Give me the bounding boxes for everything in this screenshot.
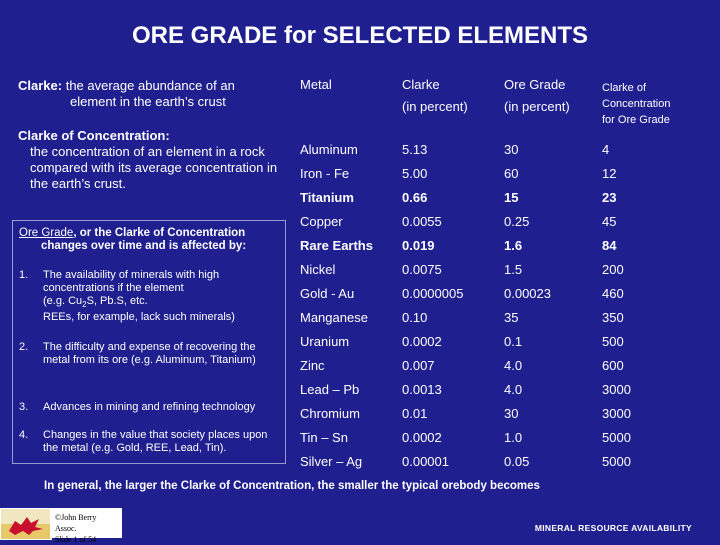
table-row — [290, 406, 716, 430]
cell-metal: Titanium — [300, 190, 354, 205]
table-row — [290, 214, 716, 238]
welsh-dragon-icon — [0, 508, 52, 540]
table-row — [290, 286, 716, 310]
cell-coc: 12 — [602, 166, 617, 181]
header-grade-line2: (in percent) — [504, 99, 570, 114]
cell-clarke: 0.0002 — [402, 430, 442, 445]
header-clarke-line1: Clarke — [402, 77, 440, 92]
clarke-body-line1: the average abundance of an — [65, 78, 235, 93]
cell-coc: 200 — [602, 262, 624, 277]
factor-formula-sub: 2 — [82, 300, 87, 310]
factors-box — [12, 220, 286, 464]
cell-coc: 600 — [602, 358, 624, 373]
cell-coc: 45 — [602, 214, 617, 229]
cell-clarke: 5.00 — [402, 166, 428, 181]
coc-definition — [18, 128, 290, 192]
factor-num: 2. — [19, 341, 29, 353]
factor-text — [43, 269, 281, 324]
slide-title: ORE GRADE for SELECTED ELEMENTS — [131, 22, 589, 49]
factor-item-4 — [19, 429, 281, 455]
cell-ore-grade: 0.1 — [504, 334, 523, 349]
cell-metal: Chromium — [300, 406, 360, 421]
table-body — [290, 142, 716, 478]
table-row — [290, 262, 716, 286]
cell-metal: Copper — [300, 214, 343, 229]
header-coc-line2: Concentration — [602, 98, 671, 110]
cell-metal: Nickel — [300, 262, 336, 277]
cell-ore-grade: 30 — [504, 406, 519, 421]
header-coc-line3: for Ore Grade — [602, 114, 670, 126]
cell-clarke: 0.00001 — [402, 454, 449, 469]
cell-clarke: 0.019 — [402, 238, 435, 253]
cell-clarke: 0.10 — [402, 310, 428, 325]
table-row — [290, 310, 716, 334]
factor-item-1 — [19, 269, 281, 324]
factors-heading-rest: , or the Clarke of Concentration — [73, 227, 246, 239]
cell-coc: 84 — [602, 238, 617, 253]
cell-clarke: 0.0002 — [402, 334, 442, 349]
cell-ore-grade: 0.05 — [504, 454, 530, 469]
coc-term: Clarke of Concentration: — [18, 128, 170, 143]
cell-metal: Uranium — [300, 334, 350, 349]
cell-metal: Tin – Sn — [300, 430, 348, 445]
header-ore-grade — [494, 68, 592, 142]
cell-metal: Zinc — [300, 358, 325, 373]
cell-coc: 460 — [602, 286, 624, 301]
cell-coc: 500 — [602, 334, 624, 349]
factor-formula-b: S, Pb.S, etc. — [86, 295, 148, 307]
cell-metal: Iron - Fe — [300, 166, 350, 181]
table-row — [290, 142, 716, 166]
cell-coc: 23 — [602, 190, 617, 205]
factors-heading — [13, 221, 285, 253]
cell-coc: 5000 — [602, 430, 631, 445]
cell-ore-grade: 0.00023 — [504, 286, 551, 301]
cell-metal: Aluminum — [300, 142, 358, 157]
credit-line2: Slide 1 of 54 — [55, 535, 97, 544]
cell-coc: 5000 — [602, 454, 631, 469]
factor-text-line3: REEs, for example, lack such minerals) — [43, 311, 235, 324]
cell-metal: Manganese — [300, 310, 368, 325]
table-row — [290, 238, 716, 262]
factor-text-line1: The availability of minerals with high concentrations if the element — [43, 269, 220, 294]
credit-line1: ©John Berry Assoc. — [55, 513, 97, 533]
cell-ore-grade: 0.25 — [504, 214, 530, 229]
cell-coc: 3000 — [602, 406, 631, 421]
table-row — [290, 430, 716, 454]
table-row — [290, 334, 716, 358]
cell-ore-grade: 1.6 — [504, 238, 523, 253]
cell-clarke: 0.66 — [402, 190, 428, 205]
cell-coc: 4 — [602, 142, 610, 157]
table-header-row — [290, 68, 716, 142]
factor-text-line2 — [43, 295, 281, 311]
cell-clarke: 0.01 — [402, 406, 428, 421]
cell-metal: Rare Earths — [300, 238, 373, 253]
table-row — [290, 166, 716, 190]
cell-coc: 3000 — [602, 382, 631, 397]
clarke-definition — [18, 78, 290, 110]
cell-clarke: 0.0000005 — [402, 286, 464, 301]
factor-num: 4. — [19, 429, 29, 441]
cell-ore-grade: 60 — [504, 166, 519, 181]
header-metal: Metal — [300, 77, 332, 92]
ore-grade-table — [290, 68, 716, 478]
cell-ore-grade: 15 — [504, 190, 519, 205]
factor-num: 3. — [19, 401, 29, 413]
factors-heading-underlined: Ore Grade — [19, 227, 74, 239]
table-row — [290, 382, 716, 406]
factors-heading-cont: changes over time and is affected by: — [41, 240, 247, 252]
factor-item-2 — [19, 341, 281, 367]
cell-ore-grade: 4.0 — [504, 382, 523, 397]
cell-ore-grade: 4.0 — [504, 358, 523, 373]
cell-ore-grade: 30 — [504, 142, 519, 157]
footer-note: In general, the larger the Clarke of Concentration, the smaller the typical orebody becomes — [44, 480, 540, 492]
source-label: MINERAL RESOURCE AVAILABILITY — [534, 523, 692, 533]
cell-ore-grade: 1.5 — [504, 262, 523, 277]
cell-coc: 350 — [602, 310, 624, 325]
cell-metal: Silver – Ag — [300, 454, 363, 469]
header-coc — [592, 68, 716, 142]
table-row — [290, 454, 716, 478]
factor-formula-a: (e.g. Cu — [43, 295, 83, 307]
cell-clarke: 0.0075 — [402, 262, 442, 277]
factor-num: 1. — [19, 269, 29, 281]
factor-text: Advances in mining and refining technology — [43, 401, 256, 413]
credit-box — [50, 508, 122, 544]
header-clarke-line2: (in percent) — [402, 99, 468, 114]
cell-metal: Gold - Au — [300, 286, 355, 301]
header-coc-line1: Clarke of — [602, 82, 647, 94]
cell-clarke: 0.0055 — [402, 214, 442, 229]
clarke-body-line2: element in the earth’s crust — [70, 94, 226, 109]
factor-text: Changes in the value that society places upon the metal (e.g. Gold, REE, Lead, Tin). — [43, 429, 268, 454]
header-clarke — [392, 68, 494, 142]
table-row — [290, 358, 716, 382]
coc-body: the concentration of an element in a rock compared with its average concentration in the earth’s crust. — [30, 144, 278, 191]
cell-ore-grade: 35 — [504, 310, 519, 325]
clarke-term: Clarke: — [18, 78, 63, 93]
cell-ore-grade: 1.0 — [504, 430, 523, 445]
cell-metal: Lead – Pb — [300, 382, 360, 397]
table-row — [290, 190, 716, 214]
cell-clarke: 0.007 — [402, 358, 435, 373]
cell-clarke: 5.13 — [402, 142, 428, 157]
cell-clarke: 0.0013 — [402, 382, 442, 397]
factor-text: The difficulty and expense of recovering the metal from its ore (e.g. Aluminum, Titanium) — [43, 341, 256, 366]
factor-item-3 — [19, 401, 281, 414]
header-grade-line1: Ore Grade — [504, 77, 566, 92]
